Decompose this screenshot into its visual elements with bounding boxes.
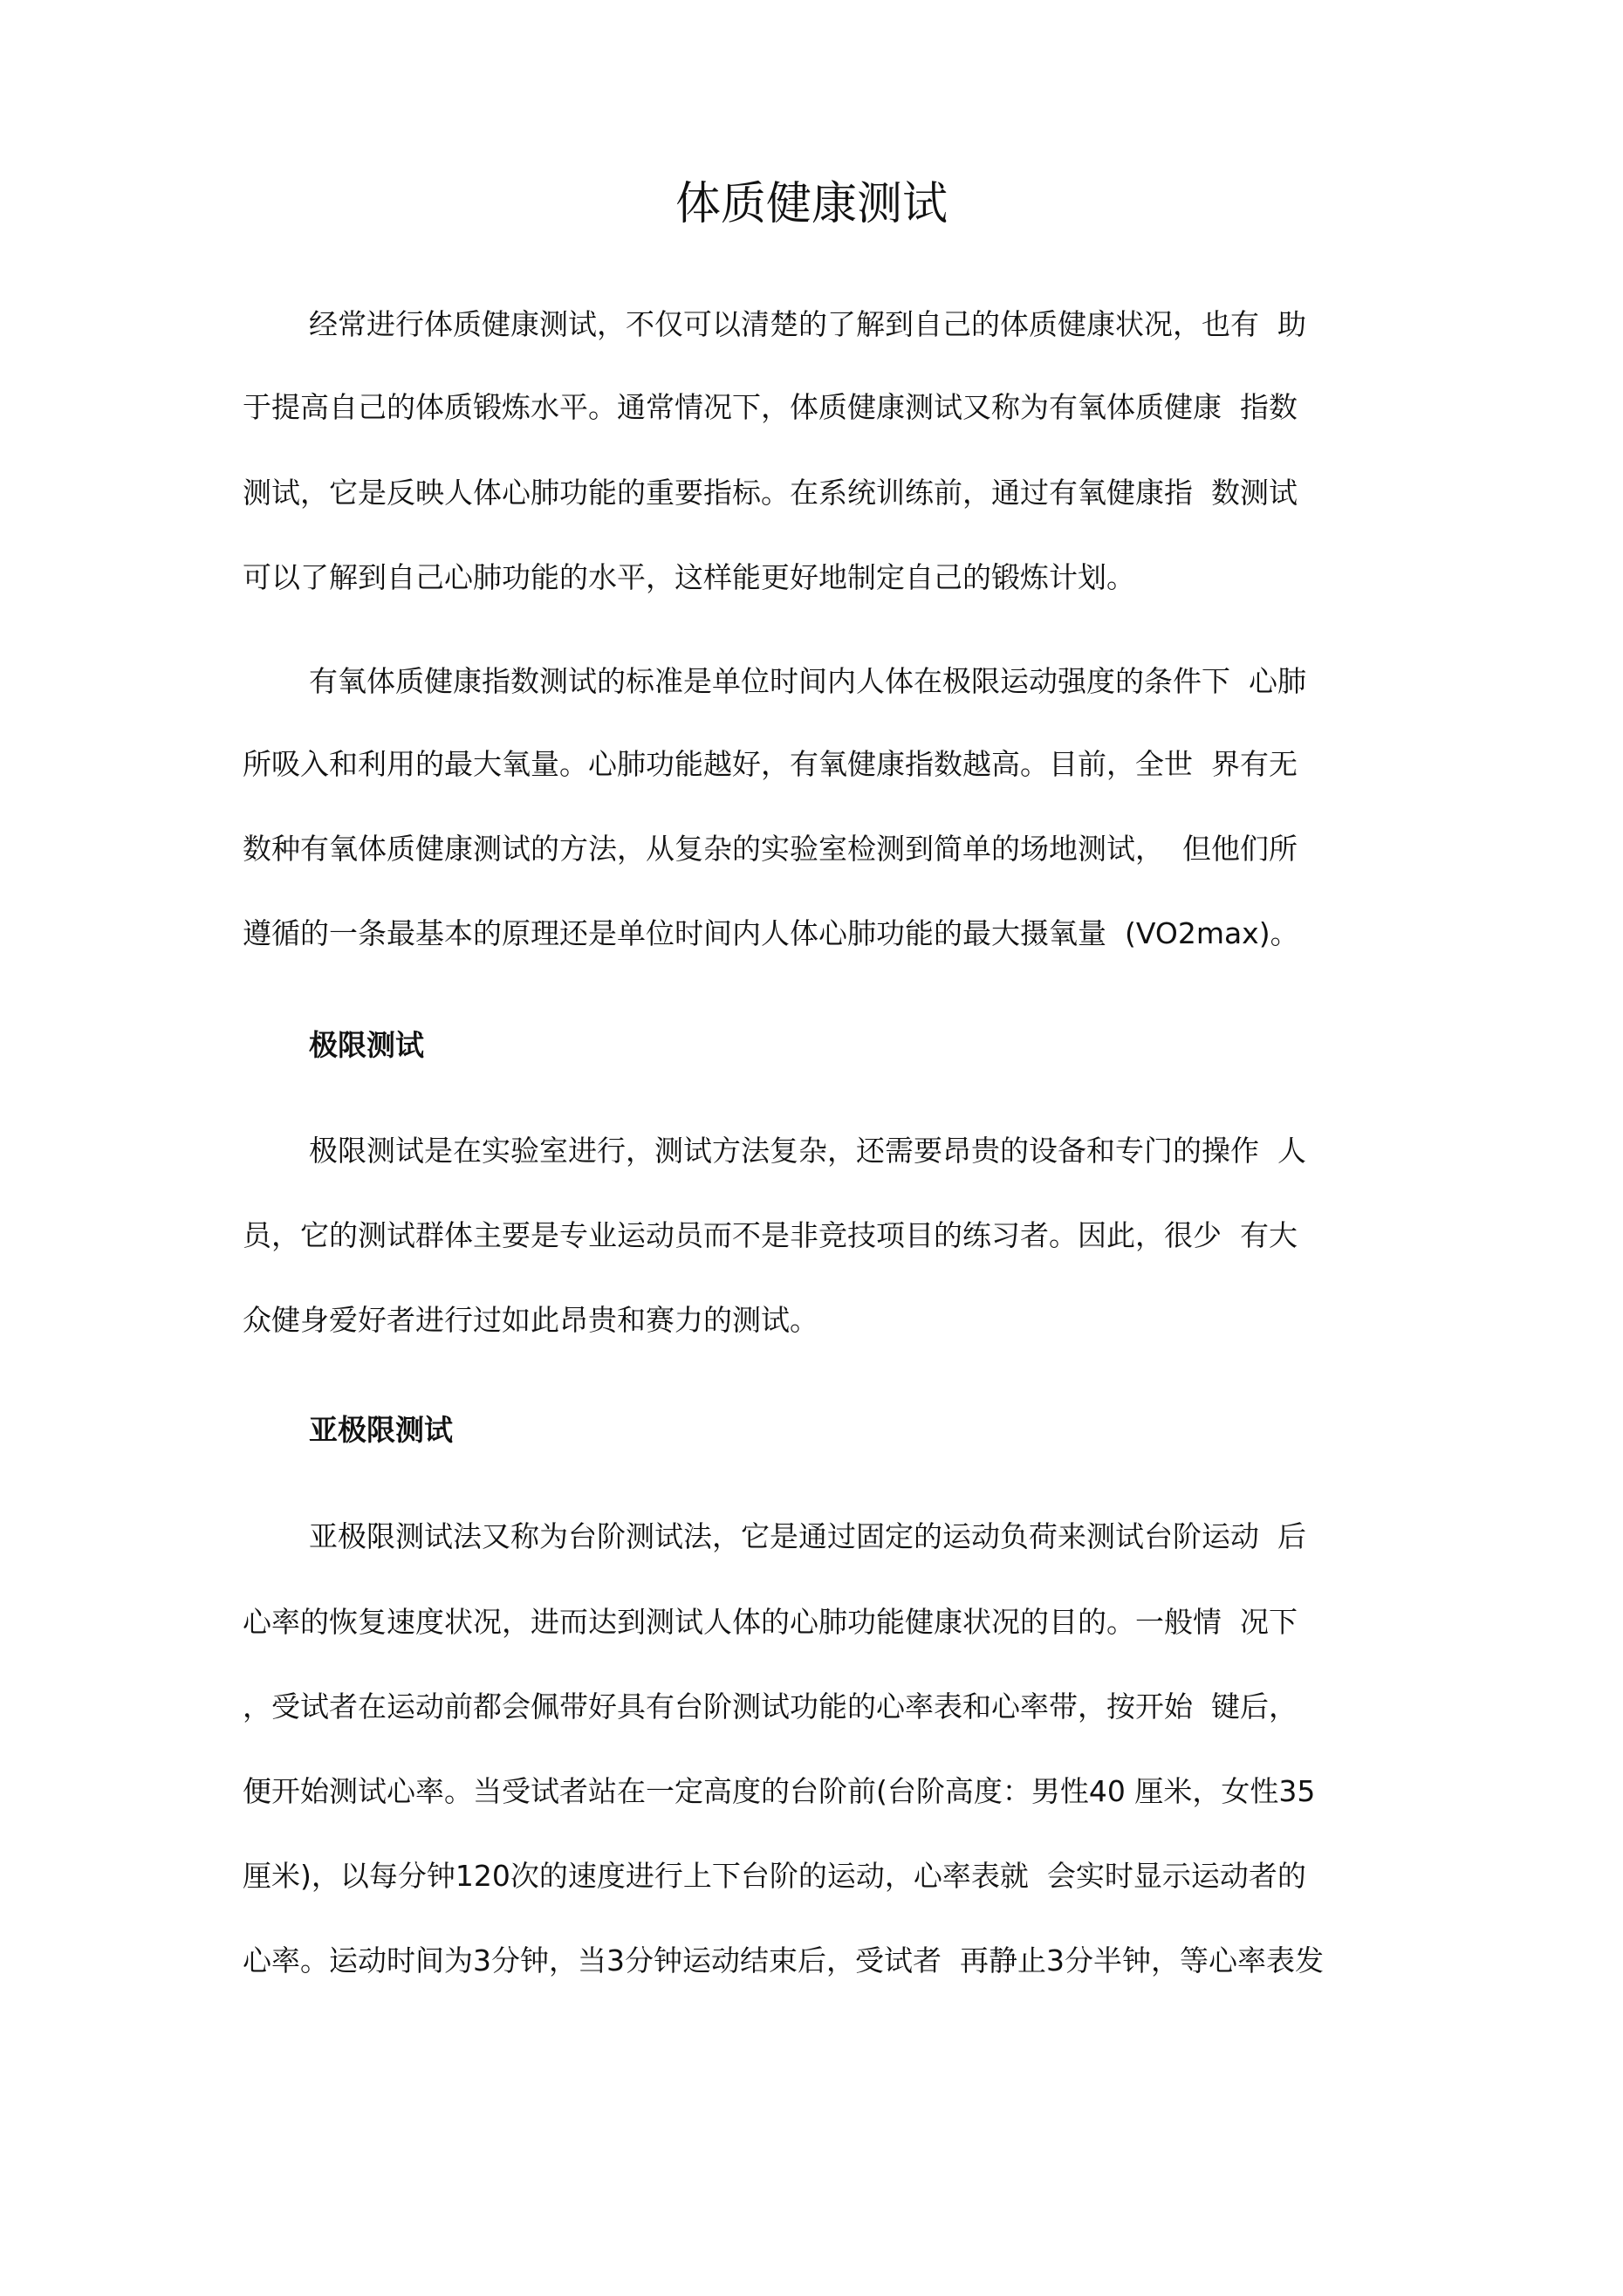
paragraph-line: 心率。运动时间为3分钟，当3分钟运动结束后，受试者 再静止3分半钟，等心率表发: [243, 1943, 1324, 1977]
paragraph-line: 所吸入和利用的最大氧量。心肺功能越好，有氧健康指数越高。目前，全世 界有无: [243, 747, 1298, 781]
paragraph-line: 经常进行体质健康测试，不仅可以清楚的了解到自己的体质健康状况，也有 助: [309, 307, 1306, 341]
paragraph-line: 极限测试是在实验室进行，测试方法复杂，还需要昂贵的设备和专门的操作 人: [309, 1134, 1306, 1168]
paragraph-line: 有氧体质健康指数测试的标准是单位时间内人体在极限运动强度的条件下 心肺: [309, 664, 1306, 698]
section-heading: 亚极限测试: [309, 1413, 453, 1447]
paragraph-line: 厘米)，以每分钟120次的速度进行上下台阶的运动，心率表就 会实时显示运动者的: [243, 1859, 1306, 1893]
paragraph-line: 于提高自己的体质锻炼水平。通常情况下，体质健康测试又称为有氧体质健康 指数: [243, 390, 1298, 424]
paragraph-line: 数种有氧体质健康测试的方法，从复杂的实验室检测到简单的场地测试， 但他们所: [243, 832, 1298, 866]
paragraph-line: 众健身爱好者进行过如此昂贵和赛力的测试。: [243, 1303, 818, 1337]
document-title: 体质健康测试: [675, 178, 948, 230]
section-heading: 极限测试: [309, 1028, 424, 1062]
paragraph-line: 可以了解到自己心肺功能的水平，这样能更好地制定自己的锻炼计划。: [243, 560, 1135, 594]
paragraph-line: 亚极限测试法又称为台阶测试法，它是通过固定的运动负荷来测试台阶运动 后: [309, 1519, 1306, 1553]
paragraph-line: ，受试者在运动前都会佩带好具有台阶测试功能的心率表和心率带，按开始 键后，: [243, 1689, 1298, 1724]
paragraph-line: 心率的恢复速度状况，进而达到测试人体的心肺功能健康状况的目的。一般情 况下: [243, 1605, 1298, 1639]
paragraph-line: 测试，它是反映人体心肺功能的重要指标。在系统训练前，通过有氧健康指 数测试: [243, 476, 1298, 510]
paragraph-line: 员，它的测试群体主要是专业运动员而不是非竞技项目的练习者。因此，很少 有大: [243, 1218, 1298, 1252]
paragraph-line: 便开始测试心率。当受试者站在一定高度的台阶前(台阶高度：男性40 厘米，女性35: [243, 1774, 1316, 1808]
paragraph-line: 遵循的一条最基本的原理还是单位时间内人体心肺功能的最大摄氧量 (VO2max)。: [243, 916, 1299, 950]
